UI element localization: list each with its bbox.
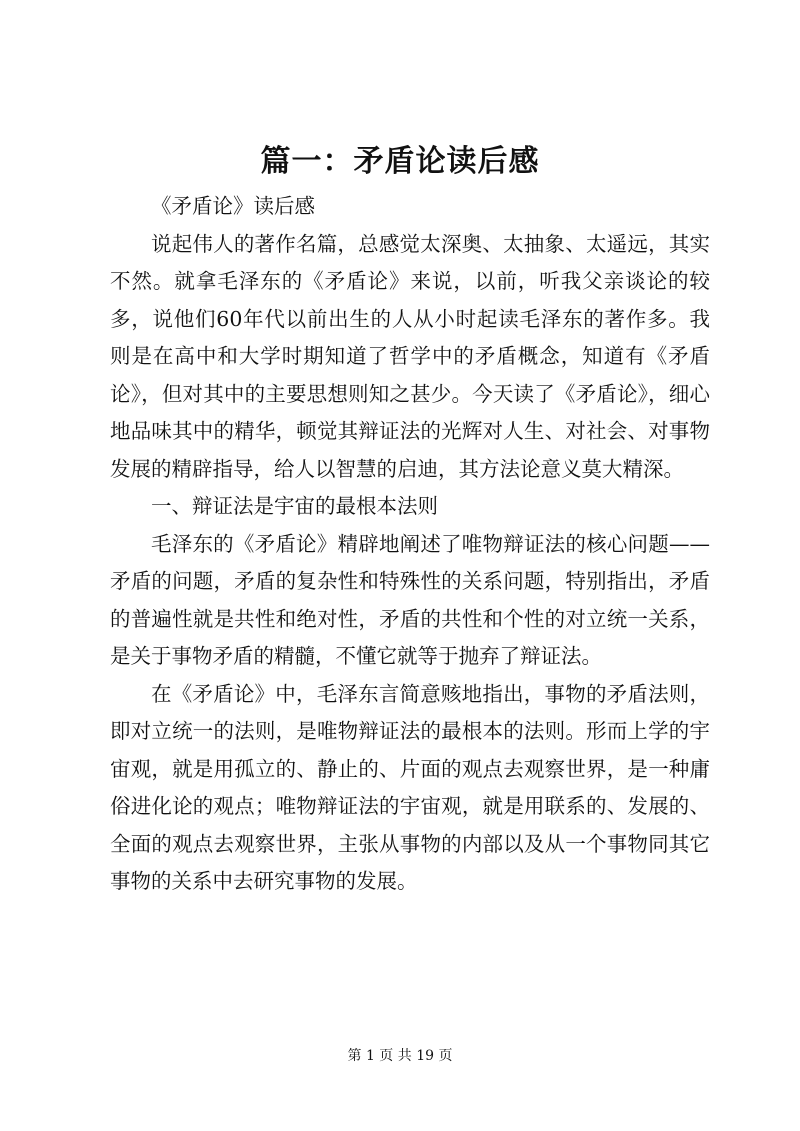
document-title: 篇一：矛盾论读后感 [260, 144, 540, 179]
section-heading: 一、辩证法是宇宙的最根本法则 [151, 494, 438, 518]
paragraph-subtitle: 《矛盾论》读后感 [151, 194, 315, 218]
paragraph-intro: 说起伟人的著作名篇，总感觉太深奥、太抽象、太遥远，其实不然。就拿毛泽东的《矛盾论》来说，以前，听我父亲谈论的较多，说他们60年代以前出生的人从小时起读毛泽东的著作多。我则是在高中和大学时期知道了哲学中的矛盾概念，知道有《矛盾论》，但对其中的主要思想则知之甚少。今天读了《矛盾论》，细心地品味其中的精华，顿觉其辩证法的光辉对人生、对社会、对事物发展的精辟指导，给人以智慧的启迪，其方法论意义莫大精深。 [110, 231, 710, 481]
paragraph-law-of-contradiction: 在《矛盾论》中，毛泽东言简意赅地指出，事物的矛盾法则，即对立统一的法则，是唯物辩证法的最根本的法则。形而上学的宇宙观，就是用孤立的、静止的、片面的观点去观察世界，是一种庸俗进化论的观点；唯物辩证法的宇宙观，就是用联系的、发展的、全面的观点去观察世界，主张从事物的内部以及从一个事物同其它事物的关系中去研究事物的发展。 [110, 681, 710, 893]
paragraph-dialectics: 毛泽东的《矛盾论》精辟地阐述了唯物辩证法的核心问题——矛盾的问题，矛盾的复杂性和特殊性的关系问题，特别指出，矛盾的普遍性就是共性和绝对性，矛盾的共性和个性的对立统一关系，是关于事物矛盾的精髓，不懂它就等于抛弃了辩证法。 [110, 531, 710, 668]
page-number-footer: 第 1 页 共 19 页 [347, 1048, 453, 1064]
document-body [110, 188, 710, 901]
